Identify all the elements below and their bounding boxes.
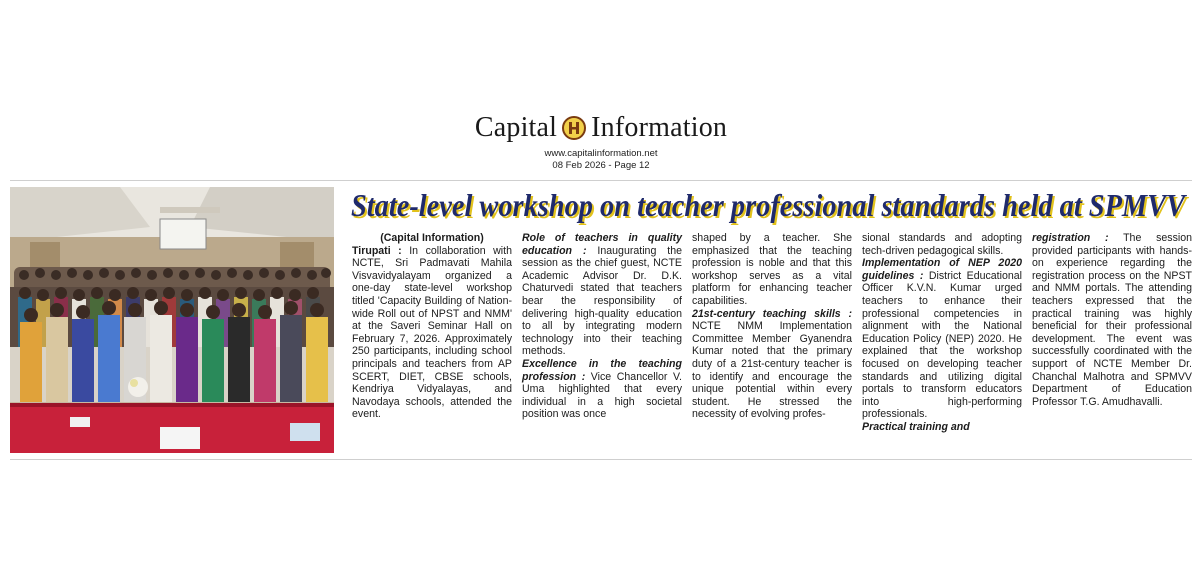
brand-left: Capital [474, 112, 558, 143]
column-5 [1032, 232, 1192, 408]
subhead-nep: Implementation of NEP 2020 guidelines : [862, 257, 1022, 282]
top-rule [10, 180, 1192, 181]
website: www.capitalinformation.net [544, 148, 658, 159]
brand [0, 112, 1202, 144]
paragraph-3b: shaped by a teacher. She emphasized that the teaching profession is noble and that this workshop serves as a vital platform for enhancing teacher capabilities. [692, 232, 852, 307]
column-4 [862, 232, 1022, 434]
brand-right: Information [591, 112, 728, 143]
headline-text: State-level workshop on teacher professional standards held at SPMVV [351, 187, 1188, 223]
column-2 [522, 232, 682, 421]
paragraph-6: The session provided participants with hands-on experience regarding the registration process on the NPST and NMM portals. The attending teachers expressed that the practical training was highly beneficial for their professional development. The event was successfully coordinated with the support of NCTE Member Dr. Chanchal Malhotra and SPMVV Department of Education Professor T.G. Amudhavalli. [1032, 232, 1192, 408]
paragraph-3a: Vice Chancellor V. Uma highlighted that every individual in a high societal position was once [522, 370, 682, 421]
headline-shadow: State-level workshop on teacher professional standards held at SPMVV [353, 189, 1190, 225]
subhead-skills: 21st-century teaching skills : [692, 307, 852, 320]
bottom-rule [10, 459, 1192, 460]
subhead-excellence: Excellence in the teaching profession : [522, 357, 682, 383]
column-3 [692, 232, 852, 421]
column-1 [352, 232, 512, 421]
headline [348, 186, 1194, 226]
date-page: 08 Feb 2026 - Page 12 [552, 160, 650, 171]
dateline: Tirupati : [352, 244, 402, 257]
byline: (Capital Information) [380, 232, 484, 244]
paragraph-4a: NCTE NMM Implementation Committee Member Gyanendra Kumar noted that the primary duty of a 21st-century teacher is to identify and encourage the unique potential within every student. He stressed the necessity of evolving profes- [692, 320, 852, 421]
subhead-registration: registration : [1032, 232, 1109, 244]
paragraph-2: Inaugurating the session as the chief guest, NCTE Academic Advisor Dr. D.K. Chaturvedi stated that teachers bear the responsibility of delivering high-quality education to all by integrating modern technology into their teaching methods. [522, 244, 682, 358]
paragraph-4b: sional standards and adopting tech-driven pedagogical skills. [862, 232, 1022, 257]
paragraph-1: In collaboration with NCTE, Sri Padmavati Mahila Visvavidyalayam organized a one-day state-level workshop titled 'Capacity Building of Nation-wide Roll out of NPST and NMM' at the Saveri Seminar Hall on February 7, 2026. Approximately 250 participants, including school principals and teachers from AP SCERT, DIET, CBSE schools, Kendriya Vidyalayas, and Navodaya schools, attended the event. [352, 244, 513, 421]
logo-icon [561, 115, 587, 141]
subhead-practical: Practical training and [862, 420, 970, 433]
workshop-photo [10, 187, 334, 453]
paragraph-5: District Educational Officer K.V.N. Kumar urged teachers to enhance their professional competencies in alignment with the National Education Policy (NEP) 2020. He explained that the workshop focused on developing teacher standards and utilizing digital portals to transform educators into high-performing professionals. [862, 269, 1022, 421]
masthead [0, 112, 1202, 172]
subhead-role: Role of teachers in quality education : [522, 232, 682, 257]
